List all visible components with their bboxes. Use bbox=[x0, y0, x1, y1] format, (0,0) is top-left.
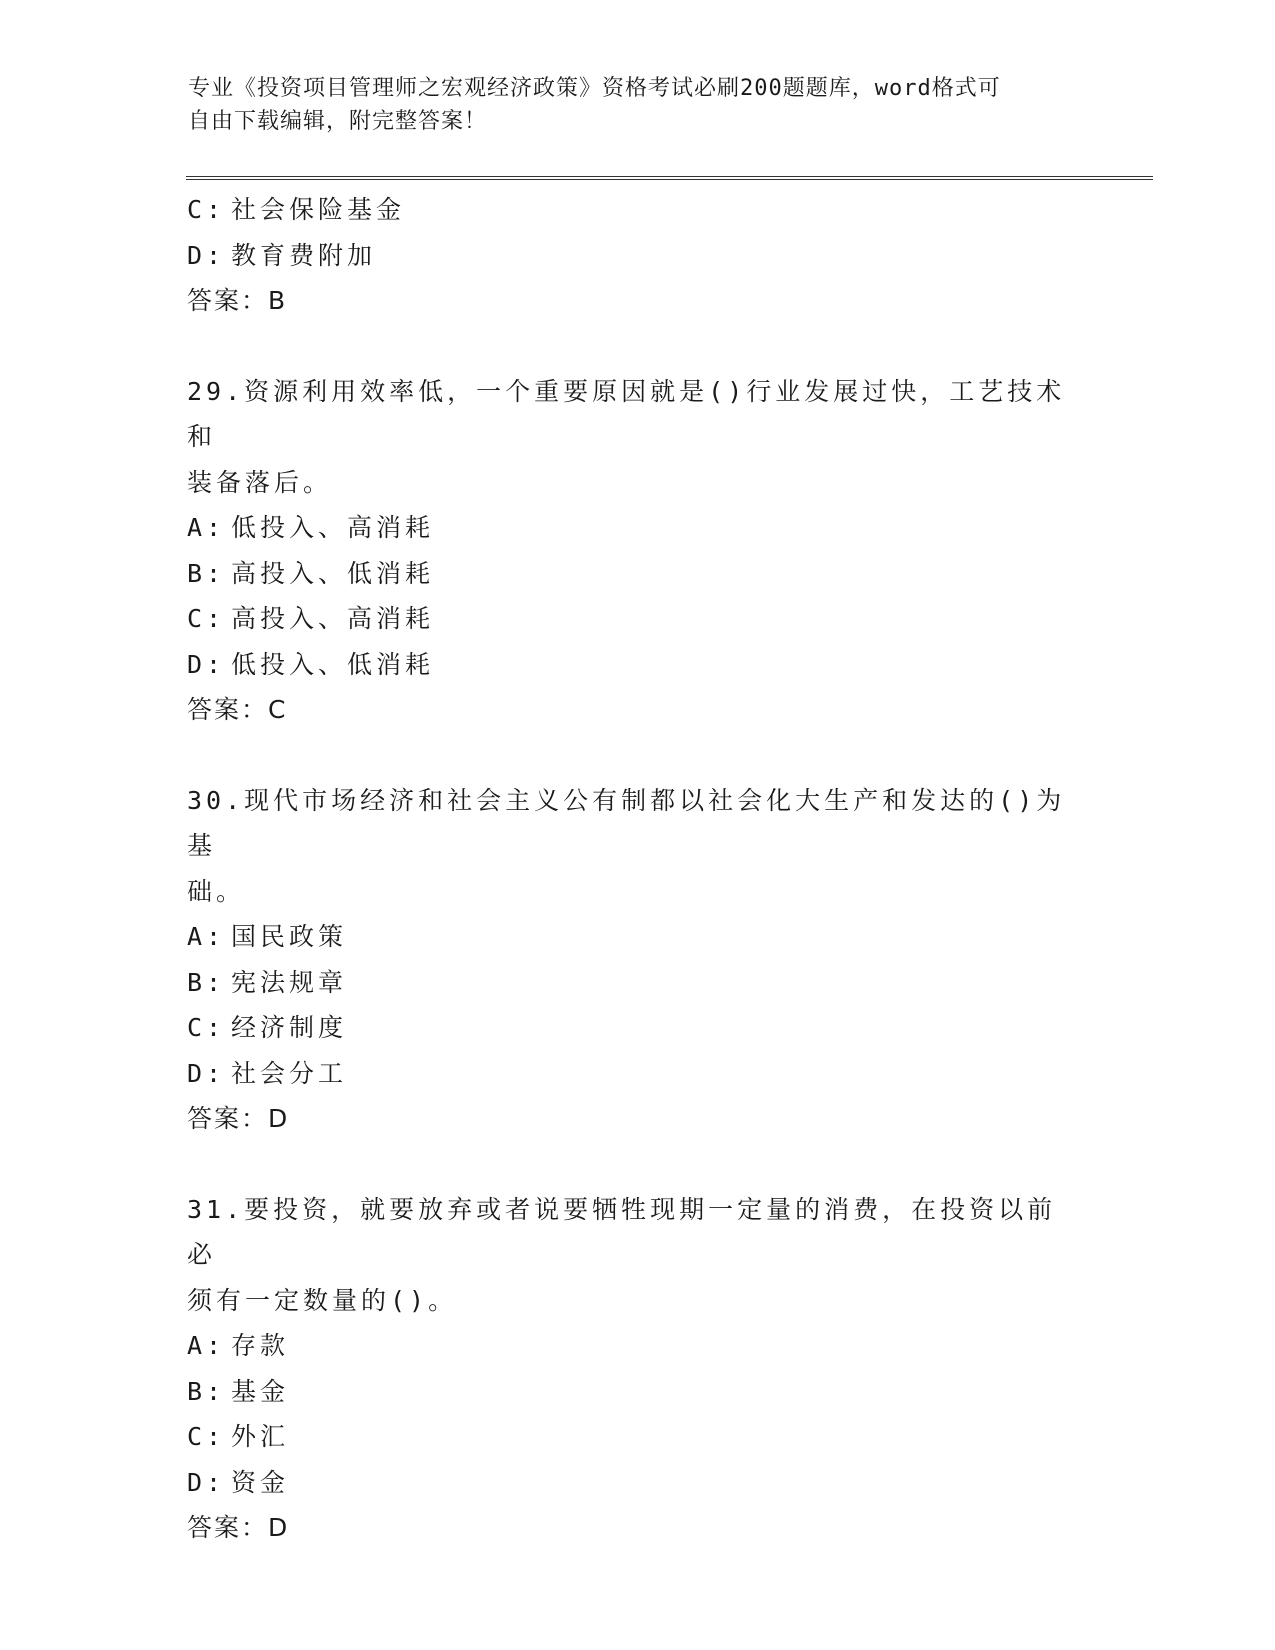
option-key: A: bbox=[187, 513, 226, 542]
question-stem-line-1: 31.要投资，就要放弃或者说要牺牲现期一定量的消费，在投资以前必 bbox=[187, 1194, 1057, 1269]
option-key: C: bbox=[187, 1422, 226, 1451]
header-title-line-1: 专业《投资项目管理师之宏观经济政策》资格考试必刷200题题库，word格式可 bbox=[188, 76, 1001, 101]
option-text: 宪法规章 bbox=[231, 967, 348, 997]
question-stem-line-1: 30.现代市场经济和社会主义公有制都以社会化大生产和发达的()为基 bbox=[187, 785, 1066, 860]
option-key: D: bbox=[187, 1058, 226, 1088]
question-stem bbox=[187, 1187, 1077, 1324]
option-text: 低投入、高消耗 bbox=[231, 513, 435, 542]
question-30 bbox=[187, 778, 1077, 1142]
answer-line bbox=[187, 1096, 1077, 1142]
option-row bbox=[187, 551, 1077, 597]
option-key: D: bbox=[187, 1467, 226, 1497]
question-31 bbox=[187, 1187, 1077, 1551]
option-row bbox=[187, 1005, 1077, 1051]
option-text: 资金 bbox=[231, 1467, 290, 1497]
answer-value: D bbox=[268, 1513, 290, 1542]
option-row bbox=[187, 1414, 1077, 1460]
answer-line bbox=[187, 1505, 1077, 1551]
option-row bbox=[187, 233, 1077, 279]
question-stem-line-1: 29.资源利用效率低，一个重要原因就是()行业发展过快，工艺技术和 bbox=[187, 376, 1066, 451]
option-text: 高投入、低消耗 bbox=[231, 558, 435, 588]
option-text: 社会保险基金 bbox=[231, 195, 406, 224]
answer-line bbox=[187, 687, 1077, 733]
option-text: 外汇 bbox=[231, 1422, 290, 1451]
option-row bbox=[187, 1369, 1077, 1415]
question-stem-line-2: 装备落后。 bbox=[187, 467, 333, 497]
option-key: B: bbox=[187, 1376, 226, 1406]
answer-label: 答案： bbox=[187, 695, 269, 724]
option-key: A: bbox=[187, 922, 226, 951]
option-text: 教育费附加 bbox=[231, 240, 377, 270]
prev-question-tail bbox=[187, 187, 1077, 324]
option-key: B: bbox=[187, 558, 226, 588]
question-stem-line-2: 础。 bbox=[187, 876, 246, 906]
option-key: D: bbox=[187, 649, 226, 679]
option-text: 高投入、高消耗 bbox=[231, 604, 435, 633]
answer-value: C bbox=[268, 695, 288, 724]
document-header bbox=[188, 72, 1078, 138]
question-list bbox=[187, 187, 1077, 1551]
answer-value: B bbox=[268, 286, 288, 315]
option-row bbox=[187, 914, 1077, 960]
option-row bbox=[187, 596, 1077, 642]
answer-label: 答案： bbox=[187, 1104, 269, 1133]
option-text: 经济制度 bbox=[231, 1013, 348, 1042]
answer-value: D bbox=[268, 1104, 290, 1133]
answer-label: 答案： bbox=[187, 286, 269, 315]
option-row bbox=[187, 1323, 1077, 1369]
question-29 bbox=[187, 369, 1077, 733]
option-text: 基金 bbox=[231, 1376, 290, 1406]
header-divider bbox=[186, 176, 1153, 180]
option-key: C: bbox=[187, 604, 226, 633]
option-key: D: bbox=[187, 240, 226, 270]
option-text: 社会分工 bbox=[231, 1058, 348, 1088]
option-text: 国民政策 bbox=[231, 922, 348, 951]
header-title-line-2: 自由下载编辑，附完整答案！ bbox=[188, 109, 488, 134]
option-row bbox=[187, 187, 1077, 233]
option-key: B: bbox=[187, 967, 226, 997]
question-stem bbox=[187, 778, 1077, 915]
option-row bbox=[187, 505, 1077, 551]
option-row bbox=[187, 960, 1077, 1006]
option-key: C: bbox=[187, 195, 226, 224]
option-key: A: bbox=[187, 1331, 226, 1360]
question-stem bbox=[187, 369, 1077, 506]
option-text: 低投入、低消耗 bbox=[231, 649, 435, 679]
answer-label: 答案： bbox=[187, 1513, 269, 1542]
option-row bbox=[187, 1051, 1077, 1097]
option-row bbox=[187, 642, 1077, 688]
question-stem-line-2: 须有一定数量的()。 bbox=[187, 1285, 458, 1315]
option-text: 存款 bbox=[231, 1331, 290, 1360]
answer-line bbox=[187, 278, 1077, 324]
option-row bbox=[187, 1460, 1077, 1506]
option-key: C: bbox=[187, 1013, 226, 1042]
